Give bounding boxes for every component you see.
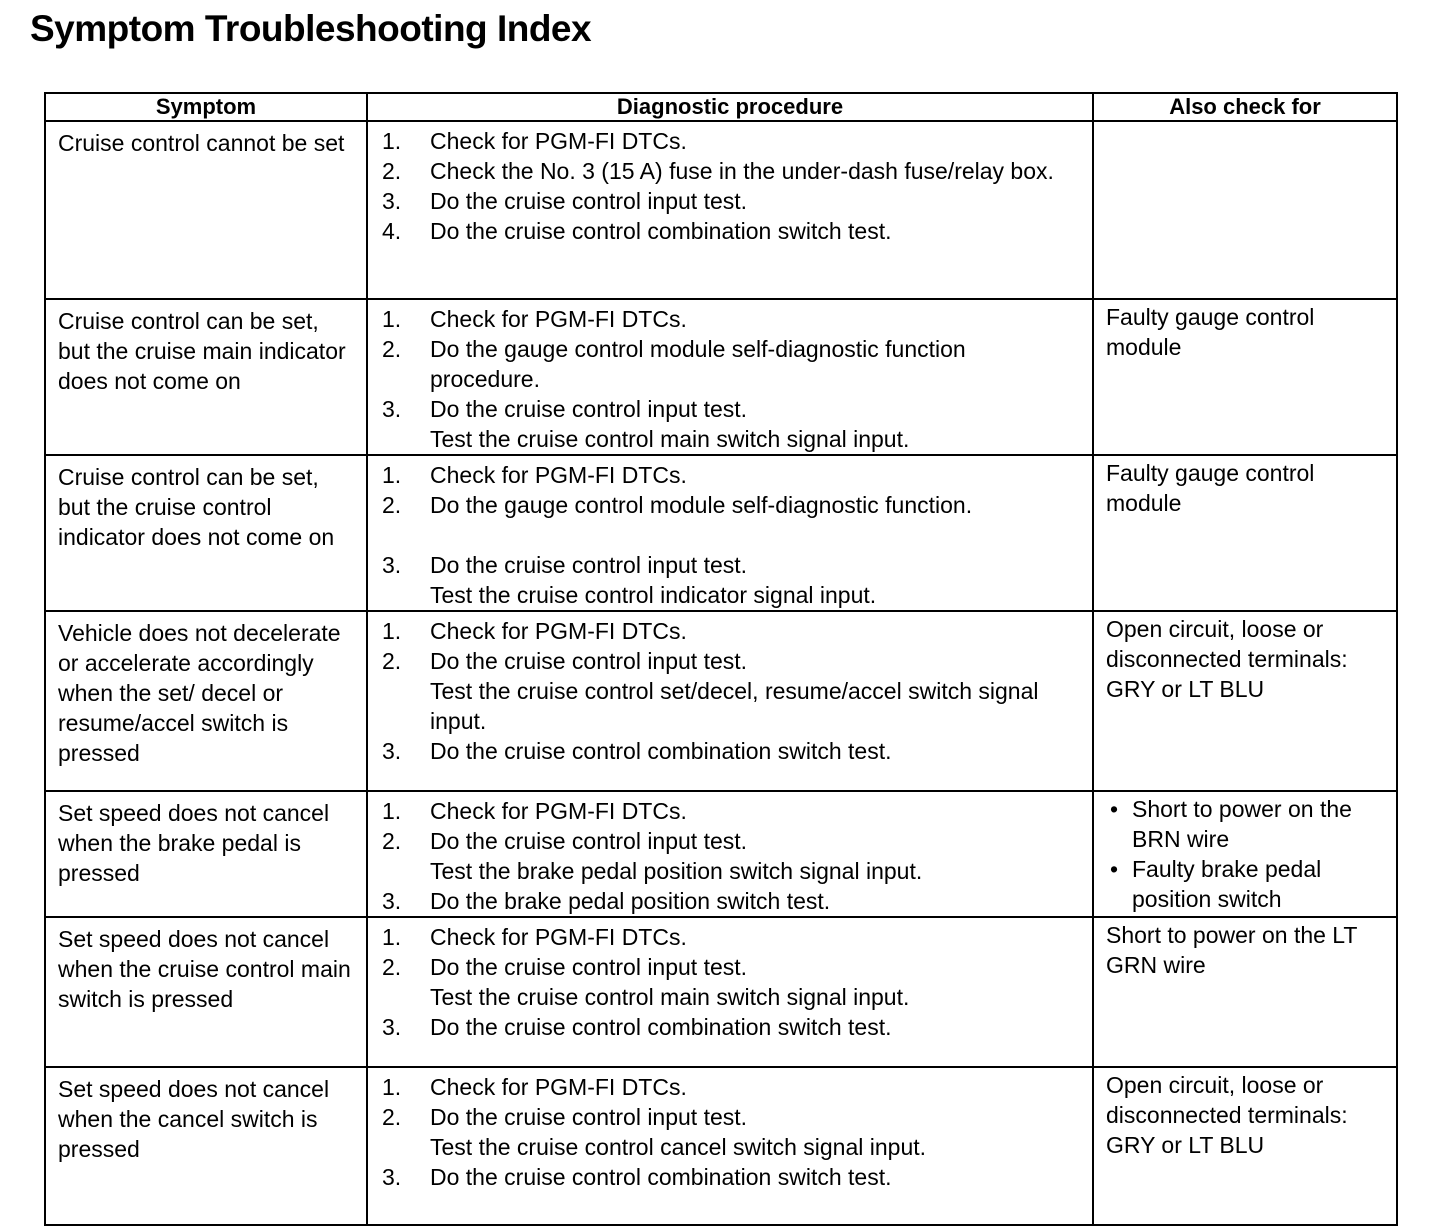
procedure-step — [382, 796, 1080, 826]
table-row — [45, 791, 1397, 917]
step-text: Check for PGM-FI DTCs. — [430, 462, 687, 488]
step-text: Do the cruise control input test. — [430, 648, 748, 674]
step-text: Do the gauge control module self-diagnostic function procedure. — [430, 336, 966, 392]
step-number: 1. — [382, 306, 402, 332]
step-subtext: Test the cruise control main switch signal input. — [430, 984, 910, 1010]
procedure-step — [382, 922, 1080, 952]
step-text: Check for PGM-FI DTCs. — [430, 924, 687, 950]
step-number: 3. — [382, 738, 402, 764]
step-subtext: Test the cruise control main switch signal input. — [430, 426, 910, 452]
procedure-step — [382, 334, 1080, 394]
table-row — [45, 455, 1397, 611]
also-check-cell — [1093, 121, 1397, 299]
procedure-step — [382, 216, 1080, 246]
procedure-cell — [367, 1067, 1093, 1225]
also-check-cell: Open circuit, loose or disconnected terminals: GRY or LT BLU — [1093, 1067, 1397, 1225]
step-text: Do the cruise control input test. — [430, 552, 748, 578]
symptom-cell: Cruise control cannot be set — [45, 121, 367, 299]
procedure-step — [382, 186, 1080, 216]
header-symptom: Symptom — [45, 93, 367, 121]
step-number: 3. — [382, 1164, 402, 1190]
procedure-step — [382, 952, 1080, 982]
step-text: Do the cruise control input test. — [430, 188, 748, 214]
symptom-cell: Cruise control can be set, but the cruise main indicator does not come on — [45, 299, 367, 455]
procedure-step — [382, 1162, 1080, 1192]
step-number: 2. — [382, 828, 402, 854]
procedure-step — [382, 126, 1080, 156]
procedure-step — [382, 1072, 1080, 1102]
step-number: 1. — [382, 618, 402, 644]
step-text: Do the cruise control input test. — [430, 954, 748, 980]
table-row — [45, 121, 1397, 299]
step-number: 2. — [382, 954, 402, 980]
also-check-cell: Faulty gauge control module — [1093, 455, 1397, 611]
table-header-row — [45, 93, 1397, 121]
procedure-step — [382, 460, 1080, 490]
also-check-item: Faulty brake pedal position switch — [1132, 856, 1322, 912]
symptom-cell: Set speed does not cancel when the cancel switch is pressed — [45, 1067, 367, 1225]
table-row — [45, 917, 1397, 1067]
step-subtext: Test the cruise control cancel switch signal input. — [430, 1134, 927, 1160]
step-number: 1. — [382, 462, 402, 488]
procedure-step — [382, 1102, 1080, 1132]
procedure-step — [382, 550, 1080, 580]
step-number: 1. — [382, 1074, 402, 1100]
step-text: Do the gauge control module self-diagnostic function. — [430, 492, 973, 518]
list-item — [1106, 794, 1388, 854]
header-procedure: Diagnostic procedure — [367, 93, 1093, 121]
step-text: Do the cruise control combination switch test. — [430, 1014, 892, 1040]
step-number: 3. — [382, 1014, 402, 1040]
step-text: Do the cruise control input test. — [430, 396, 748, 422]
also-check-item: Short to power on the BRN wire — [1132, 796, 1352, 852]
also-check-cell: Short to power on the LT GRN wire — [1093, 917, 1397, 1067]
procedure-step — [382, 304, 1080, 334]
procedure-step — [382, 394, 1080, 424]
step-text: Check for PGM-FI DTCs. — [430, 798, 687, 824]
also-check-cell: Faulty gauge control module — [1093, 299, 1397, 455]
procedure-cell — [367, 611, 1093, 791]
step-number: 3. — [382, 396, 402, 422]
step-number: 3. — [382, 188, 402, 214]
bullet-icon: • — [1110, 796, 1119, 822]
symptom-cell: Set speed does not cancel when the brake pedal is pressed — [45, 791, 367, 917]
procedure-step — [382, 826, 1080, 856]
procedure-step — [382, 646, 1080, 676]
step-number: 4. — [382, 218, 402, 244]
procedure-cell — [367, 455, 1093, 611]
procedure-step — [382, 490, 1080, 520]
symptom-cell: Set speed does not cancel when the cruise control main switch is pressed — [45, 917, 367, 1067]
step-text: Check for PGM-FI DTCs. — [430, 128, 687, 154]
step-text: Check for PGM-FI DTCs. — [430, 1074, 687, 1100]
step-text: Check the No. 3 (15 A) fuse in the under-dash fuse/relay box. — [430, 158, 1054, 184]
step-subtext: Test the cruise control indicator signal input. — [430, 582, 877, 608]
step-number: 2. — [382, 648, 402, 674]
step-text: Check for PGM-FI DTCs. — [430, 618, 687, 644]
step-text: Do the cruise control input test. — [430, 1104, 748, 1130]
step-number: 2. — [382, 158, 402, 184]
step-text: Do the cruise control combination switch test. — [430, 218, 892, 244]
step-number: 1. — [382, 128, 402, 154]
bullet-icon: • — [1110, 856, 1119, 882]
table-row — [45, 611, 1397, 791]
step-text: Do the brake pedal position switch test. — [430, 888, 831, 914]
procedure-cell — [367, 791, 1093, 917]
step-number: 2. — [382, 1104, 402, 1130]
also-check-cell — [1093, 791, 1397, 917]
step-number: 3. — [382, 552, 402, 578]
list-item — [1106, 854, 1388, 914]
procedure-step — [382, 886, 1080, 916]
procedure-cell — [367, 299, 1093, 455]
troubleshooting-table — [44, 92, 1398, 1226]
procedure-cell — [367, 121, 1093, 299]
step-number: 3. — [382, 888, 402, 914]
step-number: 1. — [382, 924, 402, 950]
step-text: Do the cruise control input test. — [430, 828, 748, 854]
header-also-check: Also check for — [1093, 93, 1397, 121]
page-title: Symptom Troubleshooting Index — [30, 8, 592, 49]
procedure-step — [382, 616, 1080, 646]
step-subtext: Test the brake pedal position switch signal input. — [430, 858, 923, 884]
table-row — [45, 1067, 1397, 1225]
step-number: 2. — [382, 492, 402, 518]
table-row — [45, 299, 1397, 455]
step-number: 1. — [382, 798, 402, 824]
symptom-cell: Vehicle does not decelerate or accelerate accordingly when the set/ decel or resume/accel switch is pressed — [45, 611, 367, 791]
procedure-step — [382, 156, 1080, 186]
step-text: Check for PGM-FI DTCs. — [430, 306, 687, 332]
procedure-cell — [367, 917, 1093, 1067]
procedure-step — [382, 1012, 1080, 1042]
step-text: Do the cruise control combination switch test. — [430, 738, 892, 764]
symptom-cell: Cruise control can be set, but the cruise control indicator does not come on — [45, 455, 367, 611]
also-check-cell: Open circuit, loose or disconnected terminals: GRY or LT BLU — [1093, 611, 1397, 791]
step-subtext: Test the cruise control set/decel, resume/accel switch signal input. — [430, 678, 1039, 734]
also-check-list — [1106, 794, 1388, 914]
procedure-step — [382, 736, 1080, 766]
step-text: Do the cruise control combination switch test. — [430, 1164, 892, 1190]
step-number: 2. — [382, 336, 402, 362]
